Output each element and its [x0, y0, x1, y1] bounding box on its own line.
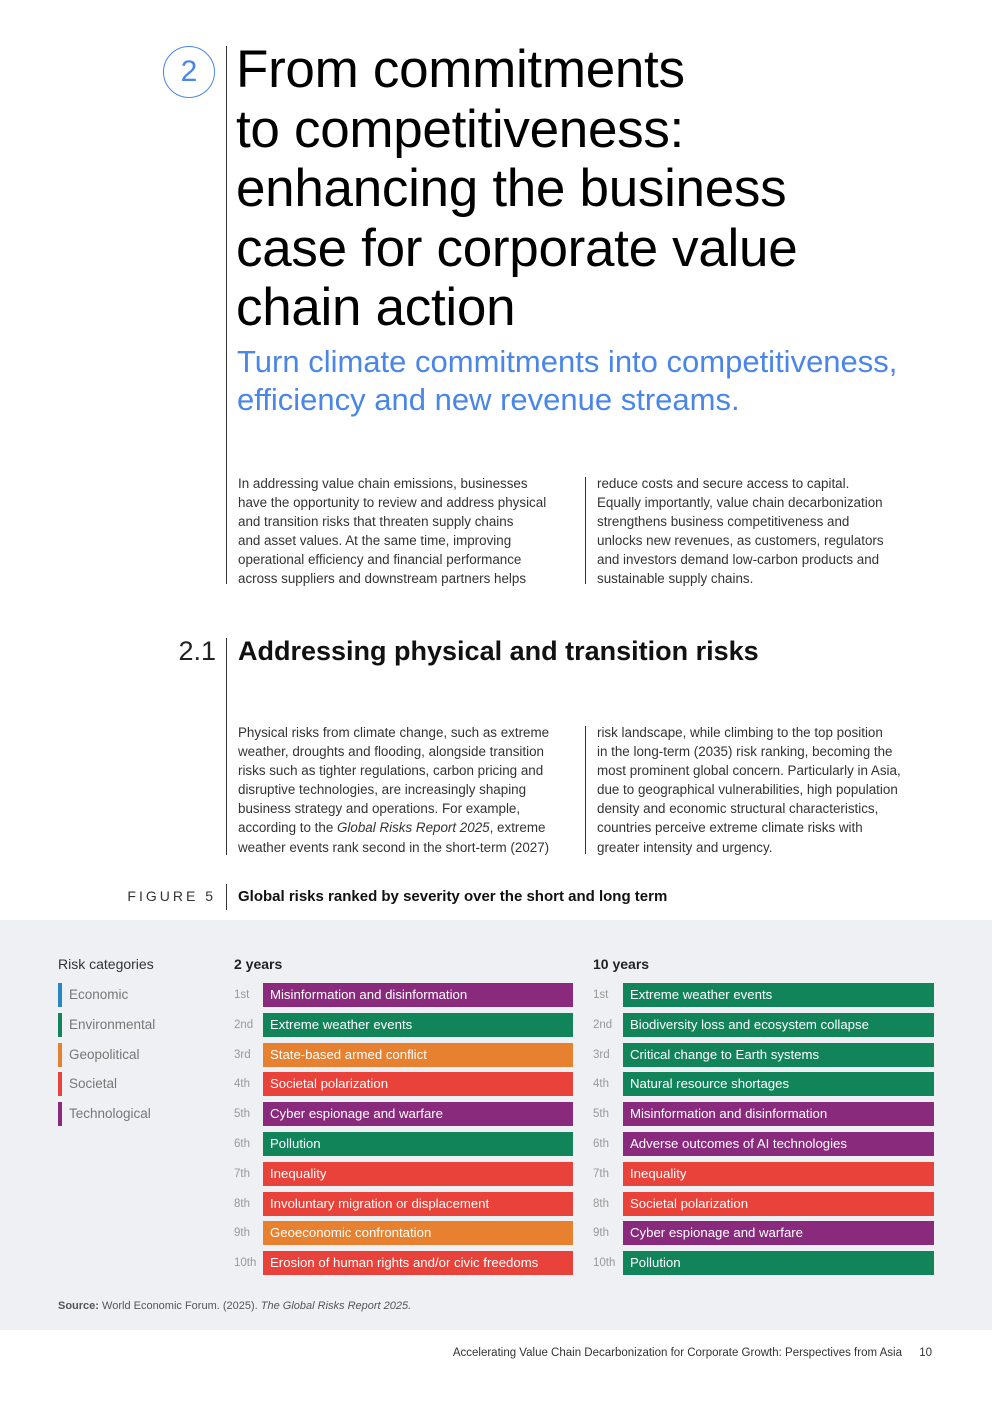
- source-report-title: The Global Risks Report 2025.: [260, 1300, 412, 1312]
- figure-source: [58, 1300, 411, 1312]
- text-line: countries perceive extreme climate risks with: [597, 820, 863, 836]
- section-right-column: [597, 723, 937, 857]
- long-term-risk-bar: Misinformation and disinformation: [623, 1102, 934, 1126]
- text-line: and transition risks that threaten supply chains: [238, 514, 514, 530]
- text-line: strengthens business competitiveness and: [597, 514, 850, 530]
- text-line: have the opportunity to review and address physical: [238, 495, 547, 511]
- short-term-risk-bar: Extreme weather events: [263, 1013, 573, 1037]
- text-line: due to geographical vulnerabilities, high population: [597, 782, 898, 798]
- intro-right-column: [597, 474, 937, 589]
- short-term-rank-label: 3rd: [234, 1048, 251, 1061]
- chapter-number-badge: 2: [163, 46, 215, 98]
- long-term-rank-label: 4th: [593, 1078, 609, 1091]
- source-label: Source:: [58, 1300, 99, 1312]
- text-line: and asset values. At the same time, improving: [238, 533, 512, 549]
- text-line: business strategy and operations. For example,: [238, 801, 521, 817]
- long-term-rank-label: 2nd: [593, 1018, 613, 1031]
- text-line: across suppliers and downstream partners helps: [238, 571, 527, 587]
- text-line: disruptive technologies, are increasingly shaping: [238, 782, 527, 798]
- text-line: [238, 818, 583, 837]
- short-term-risk-bar: Inequality: [263, 1162, 573, 1186]
- short-term-risk-bar: Cyber espionage and warfare: [263, 1102, 573, 1126]
- report-title-italic: Global Risks Report 2025: [337, 820, 490, 836]
- text-line: operational efficiency and financial performance: [238, 552, 522, 568]
- text-line: Equally importantly, value chain decarbonization: [597, 495, 883, 511]
- text-line: in the long-term (2035) risk ranking, becoming the: [597, 744, 893, 760]
- long-term-risk-bar: Adverse outcomes of AI technologies: [623, 1132, 934, 1156]
- chapter-divider-line: [226, 46, 227, 584]
- chapter-title: [236, 40, 936, 338]
- long-term-risk-bar: Critical change to Earth systems: [623, 1043, 934, 1067]
- figure-label: FIGURE 5: [127, 888, 216, 904]
- chapter-title-line: From commitments: [236, 40, 685, 99]
- footer-report-title: Accelerating Value Chain Decarbonization for Corporate Growth:: [452, 1347, 782, 1359]
- source-text: World Economic Forum. (2025).: [102, 1300, 258, 1312]
- column-divider: [585, 726, 586, 854]
- short-term-rank-label: 9th: [234, 1227, 250, 1240]
- text-span: according to the: [238, 820, 338, 836]
- short-term-rank-label: 6th: [234, 1138, 250, 1150]
- short-term-rank-label: 5th: [234, 1108, 250, 1121]
- chapter-title-line: enhancing the business: [236, 159, 787, 218]
- footer-report-subtitle: Perspectives from Asia: [785, 1347, 902, 1359]
- text-line: weather events rank second in the short-term (2027): [238, 839, 550, 855]
- page-footer: [453, 1347, 932, 1359]
- text-line: risk landscape, while climbing to the top position: [597, 725, 883, 740]
- risk-categories-heading: Risk categories: [58, 956, 154, 972]
- section-divider-line: [226, 638, 227, 855]
- short-term-risk-bar: Misinformation and disinformation: [263, 983, 573, 1007]
- risk-category-economic: Economic: [58, 983, 128, 1007]
- long-term-rank-label: 10th: [593, 1257, 616, 1270]
- text-line: risks such as tighter regulations, carbon pricing and: [238, 763, 544, 779]
- chapter-subtitle-line: efficiency and new revenue streams.: [237, 382, 740, 417]
- long-term-rank-label: 1st: [593, 989, 609, 1001]
- long-term-rank-label: 8th: [593, 1197, 609, 1210]
- chapter-title-line: to competitiveness:: [236, 99, 684, 159]
- page-number: 10: [919, 1347, 932, 1359]
- risk-category-geopolitical: Geopolitical: [58, 1043, 140, 1067]
- risk-category-technological: Technological: [58, 1102, 151, 1126]
- text-line: unlocks new revenues, as customers, regulators: [597, 533, 884, 549]
- short-term-rank-label: 7th: [234, 1167, 250, 1180]
- long-term-rank-label: 6th: [593, 1138, 609, 1150]
- short-term-risk-bar: Pollution: [263, 1132, 573, 1156]
- short-term-rank-label: 2nd: [234, 1018, 254, 1031]
- long-term-risk-bar: Cyber espionage and warfare: [623, 1221, 934, 1245]
- long-term-risk-bar: Pollution: [623, 1251, 934, 1275]
- long-term-risk-bar: Biodiversity loss and ecosystem collapse: [623, 1013, 934, 1037]
- text-line: and investors demand low-carbon products and: [597, 552, 880, 568]
- chapter-title-line: case for corporate value: [236, 218, 798, 278]
- text-span: , extreme: [489, 820, 546, 836]
- risk-category-societal: Societal: [58, 1072, 117, 1096]
- long-term-risk-bar: Natural resource shortages: [623, 1072, 934, 1096]
- short-term-risk-bar: Involuntary migration or displacement: [263, 1192, 573, 1216]
- short-term-risk-bar: State-based armed conflict: [263, 1043, 573, 1067]
- section-title: Addressing physical and transition risks: [238, 636, 759, 666]
- chapter-subtitle: [237, 343, 957, 419]
- short-term-risk-bar: Geoeconomic confrontation: [263, 1221, 573, 1245]
- long-term-risk-bar: Societal polarization: [623, 1192, 934, 1216]
- short-term-heading: 2 years: [234, 956, 283, 972]
- long-term-heading: 10 years: [593, 956, 650, 972]
- chapter-subtitle-line: Turn climate commitments into competitiveness,: [237, 344, 898, 379]
- long-term-risk-bar: Extreme weather events: [623, 983, 934, 1007]
- long-term-rank-label: 7th: [593, 1167, 609, 1180]
- intro-left-column: [238, 474, 583, 589]
- figure-divider-line: [226, 884, 227, 910]
- section-number: 2.1: [178, 636, 216, 666]
- text-line: In addressing value chain emissions, businesses: [238, 476, 528, 491]
- figure-title: Global risks ranked by severity over the short and long term: [238, 888, 668, 905]
- text-line: Physical risks from climate change, such as extreme: [238, 725, 550, 740]
- chapter-title-line: chain action: [236, 278, 516, 337]
- long-term-rank-label: 3rd: [593, 1048, 610, 1061]
- short-term-risk-bar: Societal polarization: [263, 1072, 573, 1096]
- short-term-rank-label: 8th: [234, 1197, 250, 1210]
- column-divider: [585, 477, 586, 584]
- text-line: density and economic structural characteristics,: [597, 801, 879, 817]
- long-term-rank-label: 9th: [593, 1227, 609, 1240]
- text-line: most prominent global concern. Particularly in Asia,: [597, 763, 901, 779]
- text-line: reduce costs and secure access to capital.: [597, 476, 850, 491]
- short-term-rank-label: 4th: [234, 1078, 250, 1091]
- text-line: sustainable supply chains.: [597, 571, 754, 587]
- short-term-rank-label: 1st: [234, 989, 250, 1001]
- short-term-rank-label: 10th: [234, 1257, 257, 1270]
- risk-category-environmental: Environmental: [58, 1013, 155, 1037]
- long-term-risk-bar: Inequality: [623, 1162, 934, 1186]
- section-left-column: [238, 723, 583, 857]
- text-line: greater intensity and urgency.: [597, 839, 773, 855]
- long-term-rank-label: 5th: [593, 1108, 609, 1121]
- short-term-risk-bar: Erosion of human rights and/or civic freedoms: [263, 1251, 573, 1275]
- text-line: weather, droughts and flooding, alongside transition: [238, 744, 544, 760]
